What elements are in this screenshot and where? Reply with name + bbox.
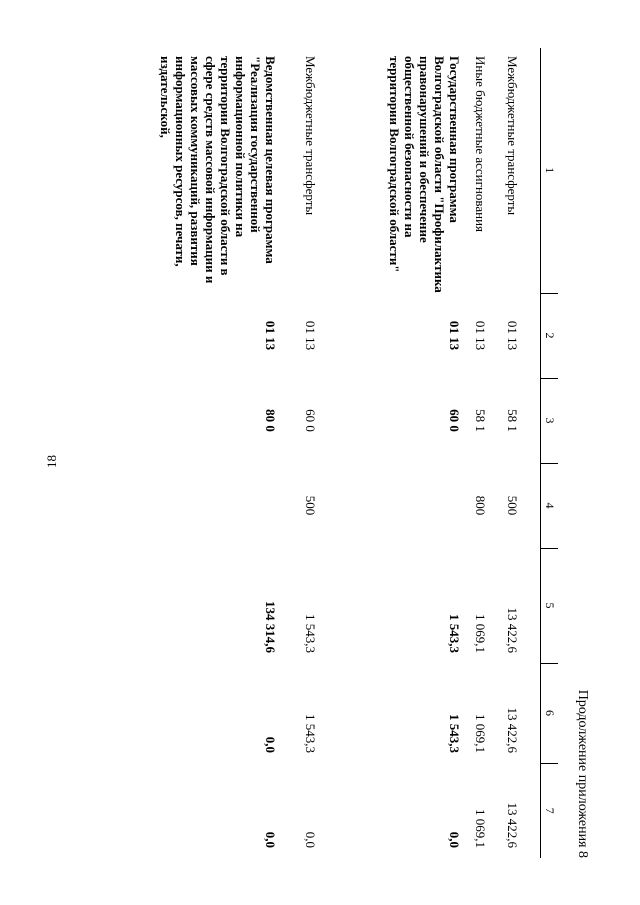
col-header-7: 7 (541, 763, 559, 858)
rotated-page (90, 48, 590, 858)
amount-col6: 1 543,3 (447, 714, 462, 753)
table-row (318, 48, 462, 858)
row-label: Государственная программа Волгоградской области "Профилактика правонарушений и обеспечение общественной безопасности на территории Волгоградской области" (387, 56, 462, 293)
amount-col5: 134 314,6 (263, 601, 278, 653)
col-header-4: 4 (541, 463, 559, 548)
section-code: 01 13 (303, 320, 318, 351)
amount-col6: 1 069,1 (473, 714, 488, 753)
amount-col7: 1 069,1 (473, 809, 488, 848)
target-article: 60 0 (303, 409, 318, 432)
expense-type: 500 (505, 495, 520, 516)
row-label: Межбюджетные трансферты (505, 56, 520, 216)
section-code: 01 13 (447, 320, 462, 351)
page-number: 18 (44, 455, 59, 468)
amount-col6: 13 422,6 (505, 707, 520, 753)
table-row (278, 48, 318, 858)
amount-col7: 13 422,6 (505, 802, 520, 848)
expense-type (318, 463, 462, 548)
expense-type (138, 463, 278, 548)
target-article: 58 1 (505, 409, 520, 432)
amount-col5: 1 069,1 (473, 614, 488, 653)
budget-table (138, 48, 558, 858)
target-article: 80 0 (263, 409, 278, 432)
amount-col5: 1 543,3 (447, 614, 462, 653)
col-header-6: 6 (541, 663, 559, 763)
amount-col7: 0,0 (303, 831, 318, 848)
col-header-1: 1 (541, 48, 559, 293)
section-code: 01 13 (505, 320, 520, 351)
amount-col5: 13 422,6 (505, 607, 520, 653)
table-row (502, 48, 541, 858)
section-code: 01 13 (473, 320, 488, 351)
target-article: 60 0 (447, 409, 462, 432)
expense-type: 500 (303, 495, 318, 516)
amount-col6: 1 543,3 (303, 714, 318, 753)
section-code: 01 13 (263, 320, 278, 351)
amount-col7: 0,0 (263, 831, 278, 848)
row-label: Межбюджетные трансферты (303, 56, 318, 216)
target-article: 58 1 (473, 409, 488, 432)
header-row (541, 48, 559, 858)
table-row (138, 48, 278, 858)
col-header-5: 5 (541, 548, 559, 663)
row-label: Иные бюджетные ассигнования (473, 56, 488, 233)
col-header-3: 3 (541, 378, 559, 463)
amount-col5: 1 543,3 (303, 614, 318, 653)
table-row (462, 48, 502, 858)
expense-type: 800 (473, 495, 488, 516)
amount-col6: 0,0 (263, 736, 278, 753)
continuation-note: Продолжение приложения 8 (575, 689, 590, 858)
row-label: Ведомственная целевая программа "Реализация государственной информационной политики на территории Волгоградской области в сфере средств массовой информации и массовых коммуникаций, развития информационных ресурсов, печати, издательской, (158, 56, 278, 284)
col-header-2: 2 (541, 293, 559, 378)
amount-col7: 0,0 (447, 831, 462, 848)
